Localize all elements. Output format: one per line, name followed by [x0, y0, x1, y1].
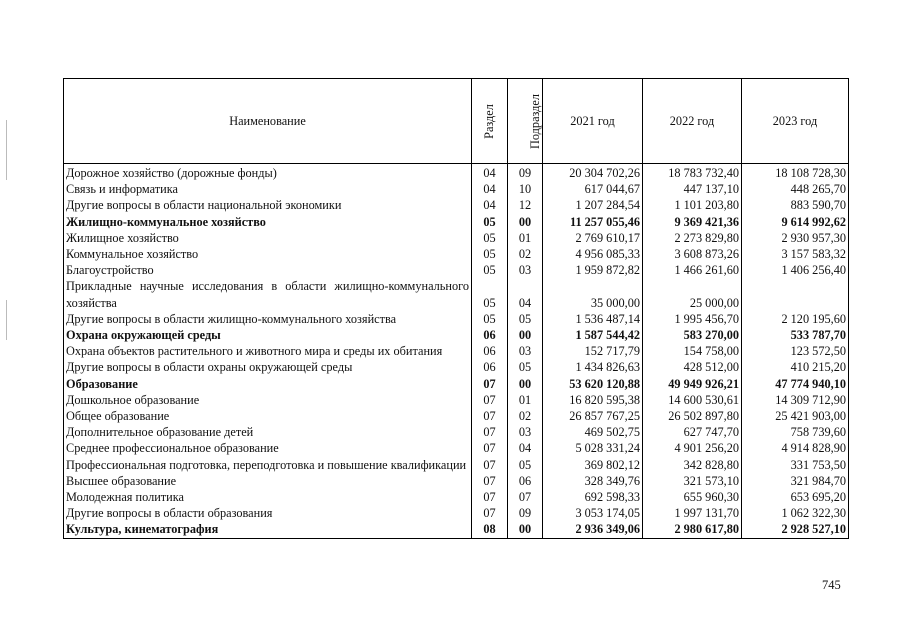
- table-row: [64, 521, 849, 538]
- row-name: Молодежная политика: [64, 489, 472, 505]
- row-section: 07: [472, 505, 508, 521]
- row-value-2023: 14 309 712,90: [742, 392, 849, 408]
- table-row: [64, 457, 849, 473]
- row-value-2022: 342 828,80: [643, 457, 742, 473]
- row-value-2021: 2 769 610,17: [543, 230, 643, 246]
- row-subsection: 06: [508, 473, 543, 489]
- table-row: [64, 262, 849, 278]
- column-header-2023: 2023 год: [742, 79, 849, 164]
- row-subsection: 09: [508, 164, 543, 182]
- row-subsection: 10: [508, 181, 543, 197]
- row-section: 07: [472, 473, 508, 489]
- row-value-2021: 16 820 595,38: [543, 392, 643, 408]
- row-value-2021: 11 257 055,46: [543, 214, 643, 230]
- column-header-section: [472, 79, 508, 164]
- row-name: Дошкольное образование: [64, 392, 472, 408]
- row-name: Благоустройство: [64, 262, 472, 278]
- column-header-section-label: Раздел: [481, 103, 496, 139]
- row-section: 06: [472, 343, 508, 359]
- row-section: 06: [472, 359, 508, 375]
- row-name: Жилищное хозяйство: [64, 230, 472, 246]
- row-value-2023: 123 572,50: [742, 343, 849, 359]
- table-row: [64, 359, 849, 375]
- row-section: 07: [472, 408, 508, 424]
- row-section: 07: [472, 457, 508, 473]
- row-name: Культура, кинематография: [64, 521, 472, 538]
- row-value-2021: 152 717,79: [543, 343, 643, 359]
- row-value-2022: 321 573,10: [643, 473, 742, 489]
- row-name: Дорожное хозяйство (дорожные фонды): [64, 164, 472, 182]
- row-name: Коммунальное хозяйство: [64, 246, 472, 262]
- table-row: [64, 230, 849, 246]
- row-value-2021: 4 956 085,33: [543, 246, 643, 262]
- header-row: [64, 79, 849, 164]
- table-row: [64, 473, 849, 489]
- table-row: [64, 311, 849, 327]
- row-value-2022: 1 466 261,60: [643, 262, 742, 278]
- row-value-2023: 331 753,50: [742, 457, 849, 473]
- row-name: Среднее профессиональное образование: [64, 440, 472, 456]
- row-value-2021: 35 000,00: [543, 278, 643, 310]
- table-row: [64, 376, 849, 392]
- row-name: Охрана окружающей среды: [64, 327, 472, 343]
- row-value-2021: 469 502,75: [543, 424, 643, 440]
- table-row: [64, 505, 849, 521]
- row-subsection: 05: [508, 311, 543, 327]
- row-value-2021: 53 620 120,88: [543, 376, 643, 392]
- row-value-2022: 2 980 617,80: [643, 521, 742, 538]
- row-value-2021: 1 207 284,54: [543, 197, 643, 213]
- row-value-2023: 2 930 957,30: [742, 230, 849, 246]
- row-subsection: 01: [508, 392, 543, 408]
- table-row: [64, 408, 849, 424]
- row-value-2023: 758 739,60: [742, 424, 849, 440]
- row-subsection: 03: [508, 424, 543, 440]
- row-subsection: 03: [508, 343, 543, 359]
- row-subsection: 00: [508, 376, 543, 392]
- row-value-2022: 1 101 203,80: [643, 197, 742, 213]
- column-header-subsection-label: Подраздел: [528, 93, 543, 149]
- row-value-2021: 26 857 767,25: [543, 408, 643, 424]
- table-row: [64, 246, 849, 262]
- row-value-2023: 1 062 322,30: [742, 505, 849, 521]
- row-section: 07: [472, 424, 508, 440]
- row-value-2023: 533 787,70: [742, 327, 849, 343]
- row-value-2023: 321 984,70: [742, 473, 849, 489]
- row-name: Прикладные научные исследования в области жилищно-коммунального хозяйства: [64, 278, 472, 310]
- table-row: [64, 214, 849, 230]
- row-section: 07: [472, 376, 508, 392]
- row-value-2022: 3 608 873,26: [643, 246, 742, 262]
- row-subsection: 07: [508, 489, 543, 505]
- row-section: 04: [472, 164, 508, 182]
- table-row: [64, 164, 849, 182]
- row-value-2022: 154 758,00: [643, 343, 742, 359]
- row-section: 08: [472, 521, 508, 538]
- row-section: 05: [472, 214, 508, 230]
- row-subsection: 09: [508, 505, 543, 521]
- row-value-2022: 14 600 530,61: [643, 392, 742, 408]
- row-value-2023: 18 108 728,30: [742, 164, 849, 182]
- row-value-2022: 26 502 897,80: [643, 408, 742, 424]
- column-header-subsection: [508, 79, 543, 164]
- table-row: [64, 278, 849, 310]
- row-name: Другие вопросы в области образования: [64, 505, 472, 521]
- budget-table: [63, 78, 849, 539]
- row-name: Другие вопросы в области охраны окружающей среды: [64, 359, 472, 375]
- column-header-name: Наименование: [64, 79, 472, 164]
- row-value-2022: 49 949 926,21: [643, 376, 742, 392]
- row-value-2023: 25 421 903,00: [742, 408, 849, 424]
- row-value-2022: 25 000,00: [643, 278, 742, 310]
- table-row: [64, 392, 849, 408]
- row-value-2021: 1 434 826,63: [543, 359, 643, 375]
- table-row: [64, 181, 849, 197]
- row-value-2023: 47 774 940,10: [742, 376, 849, 392]
- row-value-2023: 2 928 527,10: [742, 521, 849, 538]
- row-subsection: 02: [508, 408, 543, 424]
- table-row: [64, 327, 849, 343]
- table-body: [64, 164, 849, 539]
- row-value-2022: 447 137,10: [643, 181, 742, 197]
- row-section: 05: [472, 262, 508, 278]
- row-subsection: 05: [508, 457, 543, 473]
- row-section: 07: [472, 489, 508, 505]
- row-value-2023: 448 265,70: [742, 181, 849, 197]
- row-value-2021: 692 598,33: [543, 489, 643, 505]
- row-subsection: 01: [508, 230, 543, 246]
- row-value-2021: 328 349,76: [543, 473, 643, 489]
- row-value-2021: 5 028 331,24: [543, 440, 643, 456]
- row-value-2023: 410 215,20: [742, 359, 849, 375]
- row-value-2022: 2 273 829,80: [643, 230, 742, 246]
- row-value-2021: 3 053 174,05: [543, 505, 643, 521]
- row-name: Охрана объектов растительного и животного мира и среды их обитания: [64, 343, 472, 359]
- row-value-2021: 20 304 702,26: [543, 164, 643, 182]
- row-subsection: 04: [508, 440, 543, 456]
- row-name: Общее образование: [64, 408, 472, 424]
- row-value-2022: 1 997 131,70: [643, 505, 742, 521]
- row-value-2022: 583 270,00: [643, 327, 742, 343]
- row-section: 04: [472, 197, 508, 213]
- row-value-2023: 4 914 828,90: [742, 440, 849, 456]
- row-name: Другие вопросы в области жилищно-коммунального хозяйства: [64, 311, 472, 327]
- row-value-2023: 3 157 583,32: [742, 246, 849, 262]
- row-section: 05: [472, 311, 508, 327]
- row-subsection: 00: [508, 214, 543, 230]
- table-row: [64, 343, 849, 359]
- row-value-2022: 18 783 732,40: [643, 164, 742, 182]
- column-header-2021: 2021 год: [543, 79, 643, 164]
- row-subsection: 03: [508, 262, 543, 278]
- row-value-2022: 1 995 456,70: [643, 311, 742, 327]
- row-name: Жилищно-коммунальное хозяйство: [64, 214, 472, 230]
- row-subsection: 00: [508, 327, 543, 343]
- row-value-2021: 2 936 349,06: [543, 521, 643, 538]
- row-value-2021: 1 959 872,82: [543, 262, 643, 278]
- row-section: 05: [472, 278, 508, 310]
- row-value-2021: 369 802,12: [543, 457, 643, 473]
- row-name: Связь и информатика: [64, 181, 472, 197]
- row-value-2022: 627 747,70: [643, 424, 742, 440]
- row-subsection: 00: [508, 521, 543, 538]
- row-value-2023: 1 406 256,40: [742, 262, 849, 278]
- page-number: 745: [822, 578, 841, 592]
- row-subsection: 05: [508, 359, 543, 375]
- row-section: 07: [472, 392, 508, 408]
- row-value-2022: 428 512,00: [643, 359, 742, 375]
- scan-edge-mark: [6, 120, 7, 180]
- row-value-2023: 2 120 195,60: [742, 311, 849, 327]
- column-header-2022: 2022 год: [643, 79, 742, 164]
- row-value-2022: 4 901 256,20: [643, 440, 742, 456]
- table-row: [64, 440, 849, 456]
- row-section: 06: [472, 327, 508, 343]
- row-name: Образование: [64, 376, 472, 392]
- row-name: Другие вопросы в области национальной экономики: [64, 197, 472, 213]
- row-subsection: 02: [508, 246, 543, 262]
- row-value-2021: 1 587 544,42: [543, 327, 643, 343]
- row-section: 04: [472, 181, 508, 197]
- row-name: Дополнительное образование детей: [64, 424, 472, 440]
- row-value-2023: 9 614 992,62: [742, 214, 849, 230]
- scan-edge-mark: [6, 300, 7, 340]
- table-row: [64, 197, 849, 213]
- row-value-2023: 883 590,70: [742, 197, 849, 213]
- row-value-2022: 9 369 421,36: [643, 214, 742, 230]
- row-section: 07: [472, 440, 508, 456]
- row-name: Профессиональная подготовка, переподготовка и повышение квалификации: [64, 457, 472, 473]
- row-subsection: 12: [508, 197, 543, 213]
- table-row: [64, 424, 849, 440]
- row-value-2021: 617 044,67: [543, 181, 643, 197]
- row-section: 05: [472, 246, 508, 262]
- row-subsection: 04: [508, 278, 543, 310]
- row-value-2023: [742, 278, 849, 310]
- row-section: 05: [472, 230, 508, 246]
- row-value-2021: 1 536 487,14: [543, 311, 643, 327]
- row-name: Высшее образование: [64, 473, 472, 489]
- table-row: [64, 489, 849, 505]
- row-value-2022: 655 960,30: [643, 489, 742, 505]
- row-value-2023: 653 695,20: [742, 489, 849, 505]
